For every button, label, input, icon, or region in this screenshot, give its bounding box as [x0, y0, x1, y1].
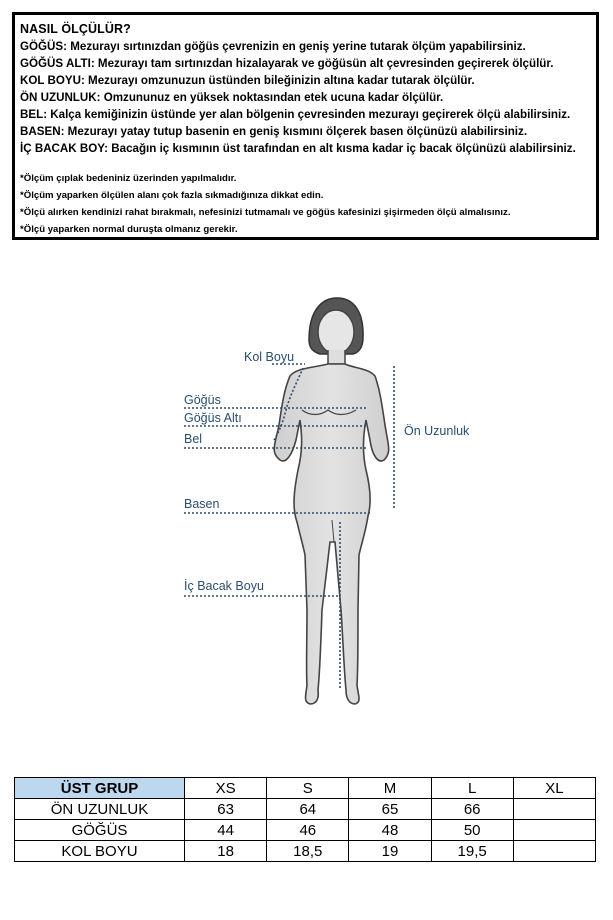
table-cell: [513, 799, 595, 820]
table-row: [15, 820, 596, 841]
instruction-bel: BEL: Kalça kemiğinizin üstünde yer alan bölgenin çevresinden mezurayı geçirerek ölçü alabilirsiniz.: [20, 108, 571, 121]
label-bel: Bel: [184, 432, 203, 446]
table-header-group: ÜST GRUP: [15, 778, 185, 799]
table-header-size: XL: [513, 778, 595, 799]
instruction-gogus: GÖĞÜS: Mezurayı sırtınızdan göğüs çevrenizin en geniş yerine tutarak ölçüm yapabilirsiniz.: [20, 40, 526, 53]
table-header-size: XS: [185, 778, 267, 799]
label-basen: Basen: [184, 497, 220, 511]
table-row: [15, 841, 596, 862]
table-header-size: M: [349, 778, 431, 799]
table-cell: 18: [185, 841, 267, 862]
table-cell: 19,5: [431, 841, 513, 862]
label-gogus: Göğüs: [184, 393, 221, 407]
table-cell: [513, 820, 595, 841]
label-gogus-alti: Göğüs Altı: [184, 411, 242, 425]
row-label: ÖN UZUNLUK: [15, 799, 185, 820]
table-header-row: [15, 778, 596, 799]
instruction-on-uzunluk: ÖN UZUNLUK: Omzununuz en yüksek noktasından etek ucuna kadar ölçülür.: [20, 91, 444, 104]
row-label: KOL BOYU: [15, 841, 185, 862]
instructions-box: [12, 12, 599, 240]
table-header-size: L: [431, 778, 513, 799]
label-ic-bacak: İç Bacak Boyu: [184, 579, 264, 593]
table-cell: 66: [431, 799, 513, 820]
table-row: [15, 799, 596, 820]
table-cell: 65: [349, 799, 431, 820]
label-on-uzunluk: Ön Uzunluk: [404, 424, 470, 438]
table-cell: 46: [267, 820, 349, 841]
measurement-figure: [0, 280, 613, 740]
table-cell: 44: [185, 820, 267, 841]
label-kol-boyu: Kol Boyu: [244, 350, 295, 364]
size-table: [14, 777, 596, 862]
table-cell: [513, 841, 595, 862]
note-1: *Ölçüm çıplak bedeniniz üzerinden yapılmalıdır.: [20, 173, 237, 184]
body-silhouette: [0, 280, 613, 740]
table-cell: 19: [349, 841, 431, 862]
table-cell: 18,5: [267, 841, 349, 862]
table-header-size: S: [267, 778, 349, 799]
instruction-gogus-alti: GÖĞÜS ALTI: Mezurayı tam sırtınızdan hizalayarak ve göğüsün alt çevresinden geçirerek ölçülür.: [20, 57, 554, 70]
table-cell: 64: [267, 799, 349, 820]
instruction-basen: BASEN: Mezurayı yatay tutup basenin en geniş kısmını ölçerek basen ölçünüzü alabilirsiniz.: [20, 125, 528, 138]
instruction-kol-boyu: KOL BOYU: Mezurayı omzunuzun üstünden bileğinizin altına kadar tutarak ölçülür.: [20, 74, 475, 87]
note-4: *Ölçü yaparken normal duruşta olmanız gerekir.: [20, 224, 238, 235]
note-2: *Ölçüm yaparken ölçülen alanı çok fazla sıkmadığınıza dikkat edin.: [20, 190, 324, 201]
table-cell: 48: [349, 820, 431, 841]
instructions-title: NASIL ÖLÇÜLÜR?: [20, 22, 131, 36]
instruction-ic-bacak: İÇ BACAK BOY: Bacağın iç kısmının üst tarafından en alt kısma kadar iç bacak ölçünüzü alabilirsiniz.: [20, 142, 576, 155]
table-cell: 63: [185, 799, 267, 820]
table-cell: 50: [431, 820, 513, 841]
note-3: *Ölçü alırken kendinizi rahat bırakmalı, nefesinizi tutmamalı ve göğüs kafesinizi şişirmeden ölçü almalısınız.: [20, 207, 511, 218]
row-label: GÖĞÜS: [15, 820, 185, 841]
